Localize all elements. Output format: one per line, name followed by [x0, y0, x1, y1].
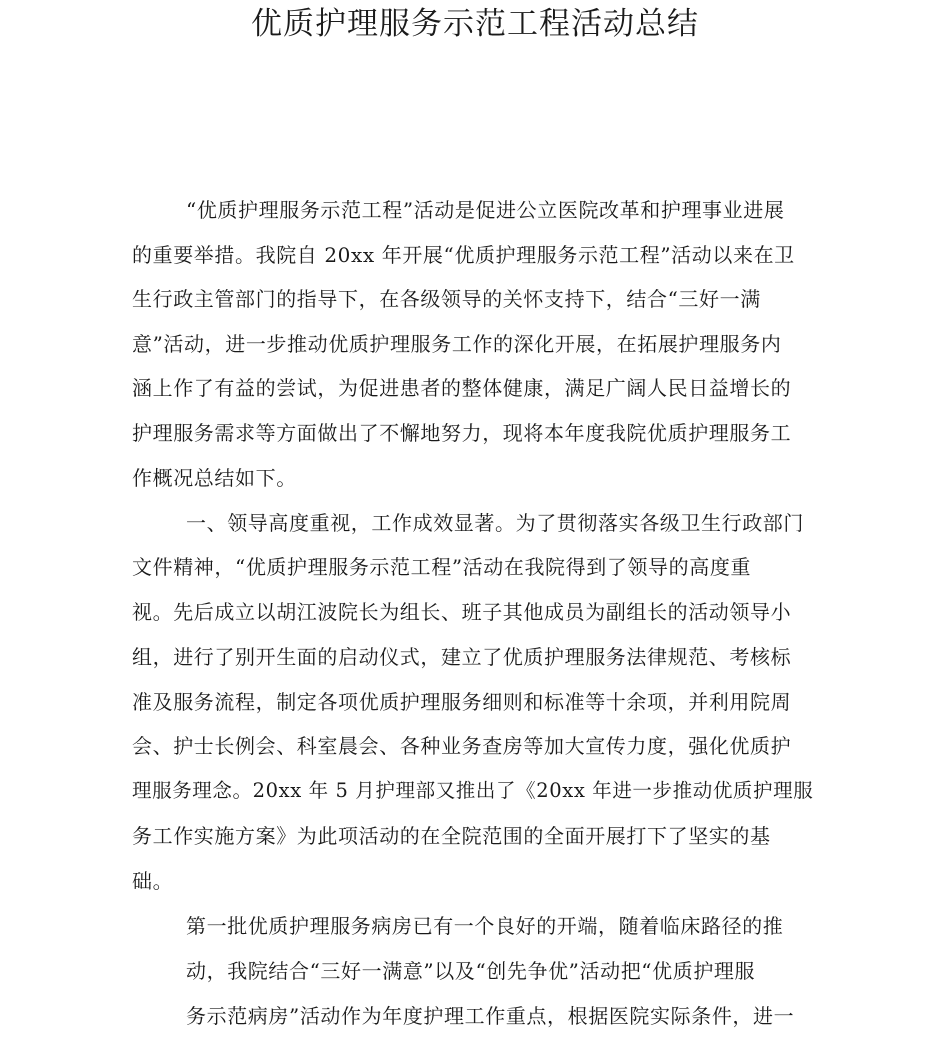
paragraph-line: 会、护士长例会、科室晨会、各种业务查房等加大宣传力度，强化优质护	[132, 734, 792, 758]
paragraph-line: 生行政主管部门的指导下，在各级领导的关怀支持下，结合“三好一满	[132, 287, 761, 311]
paragraph-line: “优质护理服务示范工程”活动是促进公立医院改革和护理事业进展	[186, 198, 785, 222]
paragraph-line: 务工作实施方案》为此项活动的在全院范围的全面开展打下了坚实的基	[132, 824, 771, 848]
document-title: 优质护理服务示范工程活动总结	[251, 6, 699, 42]
paragraph-line: 一、领导高度重视，工作成效显著。为了贯彻落实各级卫生行政部门	[186, 511, 804, 535]
paragraph-line: 组，进行了别开生面的启动仪式，建立了优质护理服务法律规范、考核标	[132, 645, 792, 669]
paragraph-line: 文件精神，“优质护理服务示范工程”活动在我院得到了领导的高度重	[132, 555, 752, 579]
paragraph-line: 理服务理念。20xx 年 5 月护理部又推出了《20xx 年进一步推动优质护理服	[132, 779, 814, 802]
paragraph-line: 护理服务需求等方面做出了不懈地努力，现将本年度我院优质护理服务工	[132, 421, 792, 445]
paragraph-line: 动，我院结合“三好一满意”以及“创先争优”活动把“优质护理服	[186, 959, 756, 983]
paragraph-line: 作概况总结如下。	[132, 466, 297, 490]
paragraph-line: 视。先后成立以胡江波院长为组长、班子其他成员为副组长的活动领导小	[132, 600, 792, 624]
paragraph-line: 的重要举措。我院自 20xx 年开展“优质护理服务示范工程”活动以来在卫	[132, 243, 795, 267]
paragraph-line: 意”活动，进一步推动优质护理服务工作的深化开展，在拓展护理服务内	[132, 332, 782, 356]
paragraph-line: 础。	[132, 869, 174, 893]
paragraph-line: 涵上作了有益的尝试，为促进患者的整体健康，满足广阔人民日益增长的	[132, 376, 792, 400]
paragraph-line: 务示范病房”活动作为年度护理工作重点，根据医院实际条件，进一	[186, 1004, 795, 1028]
paragraph-line: 第一批优质护理服务病房已有一个良好的开端，随着临床路径的推	[186, 914, 784, 938]
paragraph-line: 准及服务流程，制定各项优质护理服务细则和标准等十余项，并利用院周	[132, 690, 792, 714]
